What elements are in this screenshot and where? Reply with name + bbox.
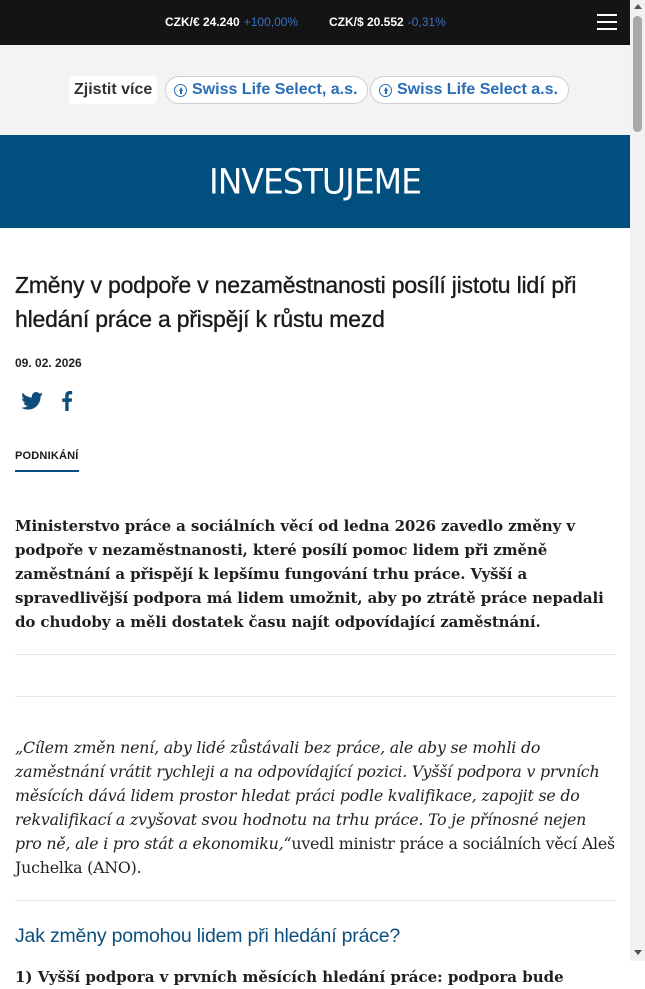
share-buttons xyxy=(15,388,615,414)
article-paragraph: 1) Vyšší podpora v prvních měsících hledání práce: podpora bude xyxy=(15,968,564,986)
rate-czk-eur-change: +100,00% xyxy=(243,15,299,29)
article xyxy=(0,268,630,989)
rate-czk-eur[interactable] xyxy=(165,15,298,29)
article-subheading: Jak změny pomohou lidem při hledání práce? xyxy=(15,925,401,947)
article-date: 09. 02. 2026 xyxy=(15,356,82,370)
sponsor-label: Zjistit více xyxy=(69,76,157,104)
facebook-icon[interactable] xyxy=(61,391,73,411)
scroll-down-arrow-icon[interactable] xyxy=(634,950,642,955)
quote-attribution: uvedl ministr práce a sociálních věcí Aleš Juchelka (ANO). xyxy=(15,834,615,877)
arrow-up-circle-icon xyxy=(174,84,187,97)
article-lead: Ministerstvo práce a sociálních věcí od ledna 2026 zavedlo změny v podpoře v nezaměstnanosti, které posílí pomoc lidem při změně zaměstnání a přispějí k lepšímu fungování trhu práce. Vyšší a spravedlivější podpora má lidem umožnit, aby po ztrátě práce nepadali do chudoby a měli dostatek času najít odpovídající zaměstnání. xyxy=(15,517,604,631)
sponsor-chip-swiss-life-select-1[interactable] xyxy=(165,76,368,104)
twitter-icon[interactable] xyxy=(21,392,43,410)
currency-ticker xyxy=(0,0,630,45)
brand-banner[interactable] xyxy=(0,135,630,228)
hamburger-menu-icon[interactable] xyxy=(597,14,617,31)
brand-logo[interactable]: INVESTUJEME xyxy=(208,161,421,202)
divider xyxy=(15,696,615,697)
rate-czk-usd[interactable] xyxy=(329,15,446,29)
sponsor-bar xyxy=(0,45,630,135)
sponsor-chip-label: Swiss Life Select a.s. xyxy=(397,81,558,98)
vertical-scrollbar[interactable] xyxy=(630,0,645,961)
rate-czk-eur-value: CZK/€ 24.240 xyxy=(165,15,240,29)
rate-czk-usd-change: -0,31% xyxy=(407,15,446,29)
divider xyxy=(15,900,615,901)
divider xyxy=(15,654,615,655)
article-quote xyxy=(15,736,615,880)
arrow-up-circle-icon xyxy=(379,84,392,97)
sponsor-chip-label: Swiss Life Select, a.s. xyxy=(192,81,358,98)
scrollbar-thumb[interactable] xyxy=(633,16,642,132)
scroll-up-arrow-icon[interactable] xyxy=(634,4,642,9)
article-title: Změny v podpoře v nezaměstnanosti posílí jistotu lidí při hledání práce a přispějí k růstu mezd xyxy=(15,272,577,332)
rate-czk-usd-value: CZK/$ 20.552 xyxy=(329,15,404,29)
quote-text: „Cílem změn není, aby lidé zůstávali bez práce, ale aby se mohli do zaměstnání vrátit rychleji a na odpovídající pozici. Vyšší podpora v prvních měsících dává lidem prostor hledat práci podle kvalifikace, zapojit se do rekvalifikací a zvyšovat svou hodnotu na trhu práce. To je přínosné nejen pro ně, ale i pro stát a ekonomiku,“ xyxy=(15,738,600,853)
category-tag[interactable]: PODNIKÁNÍ xyxy=(15,450,79,472)
sponsor-chip-swiss-life-select-2[interactable] xyxy=(370,76,569,104)
